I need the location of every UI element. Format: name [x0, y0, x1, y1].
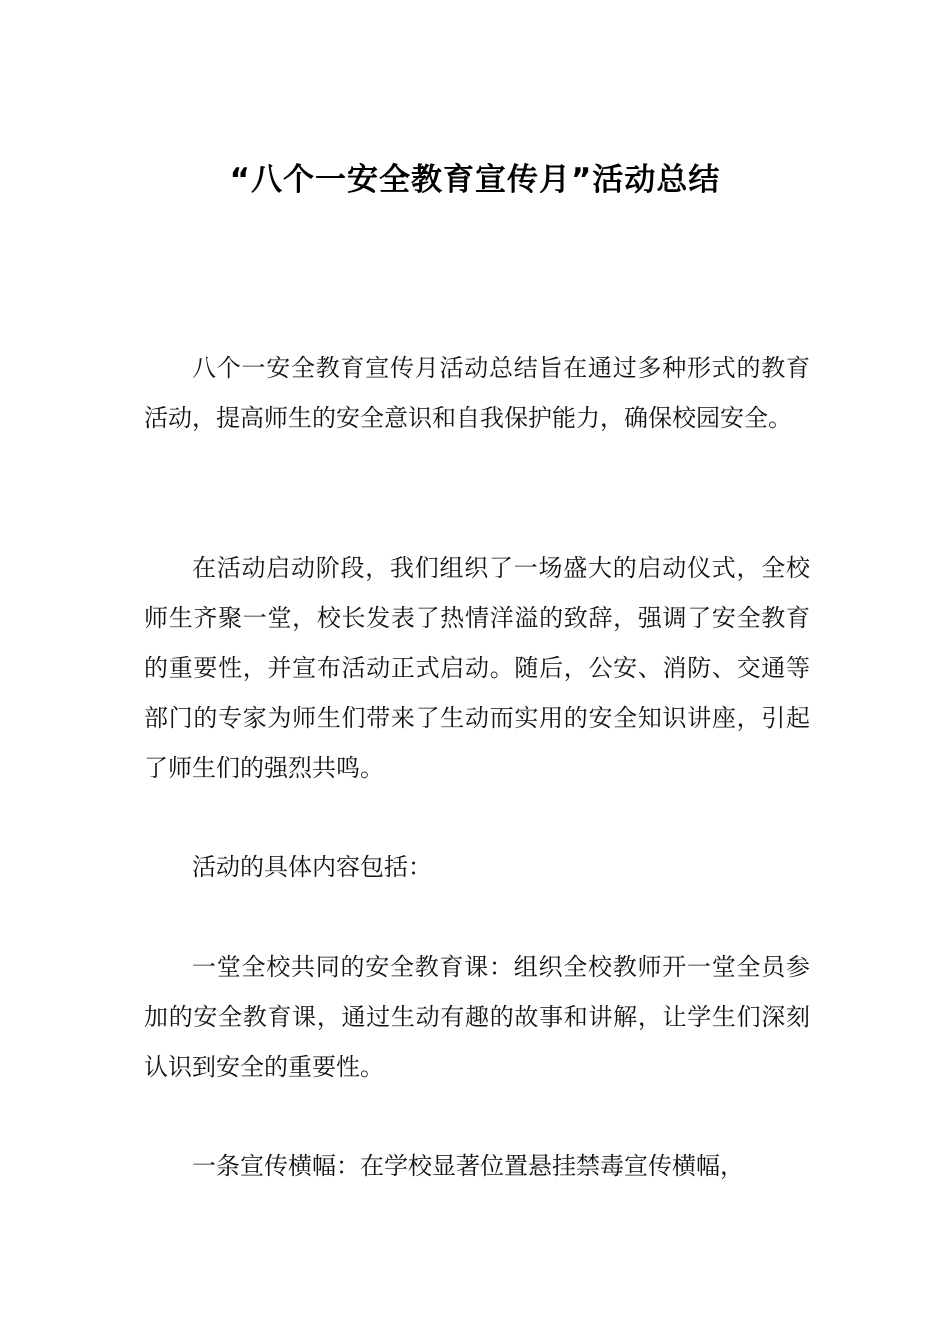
- paragraph-banner: 一条宣传横幅：在学校显著位置悬挂禁毒宣传横幅，: [192, 1152, 744, 1180]
- paragraph-safety-class: 一堂全校共同的安全教育课：组织全校教师开一堂全员参加的安全教育课，通过生动有趣的故事和讲解，让学生们深刻认识到安全的重要性。: [144, 953, 810, 1081]
- paragraph-launch-stage: 在活动启动阶段，我们组织了一场盛大的启动仪式，全校师生齐聚一堂，校长发表了热情洋溢的致辞，强调了安全教育的重要性，并宣布活动正式启动。随后，公安、消防、交通等部门的专家为师生们带来了生动而实用的安全知识讲座，引起了师生们的强烈共鸣。: [144, 554, 810, 782]
- paragraph-intro: 八个一安全教育宣传月活动总结旨在通过多种形式的教育活动，提高师生的安全意识和自我保护能力，确保校园安全。: [144, 354, 810, 432]
- paragraph-content-heading: 活动的具体内容包括：: [192, 853, 432, 881]
- document-title: “八个一安全教育宣传月”活动总结: [229, 162, 721, 198]
